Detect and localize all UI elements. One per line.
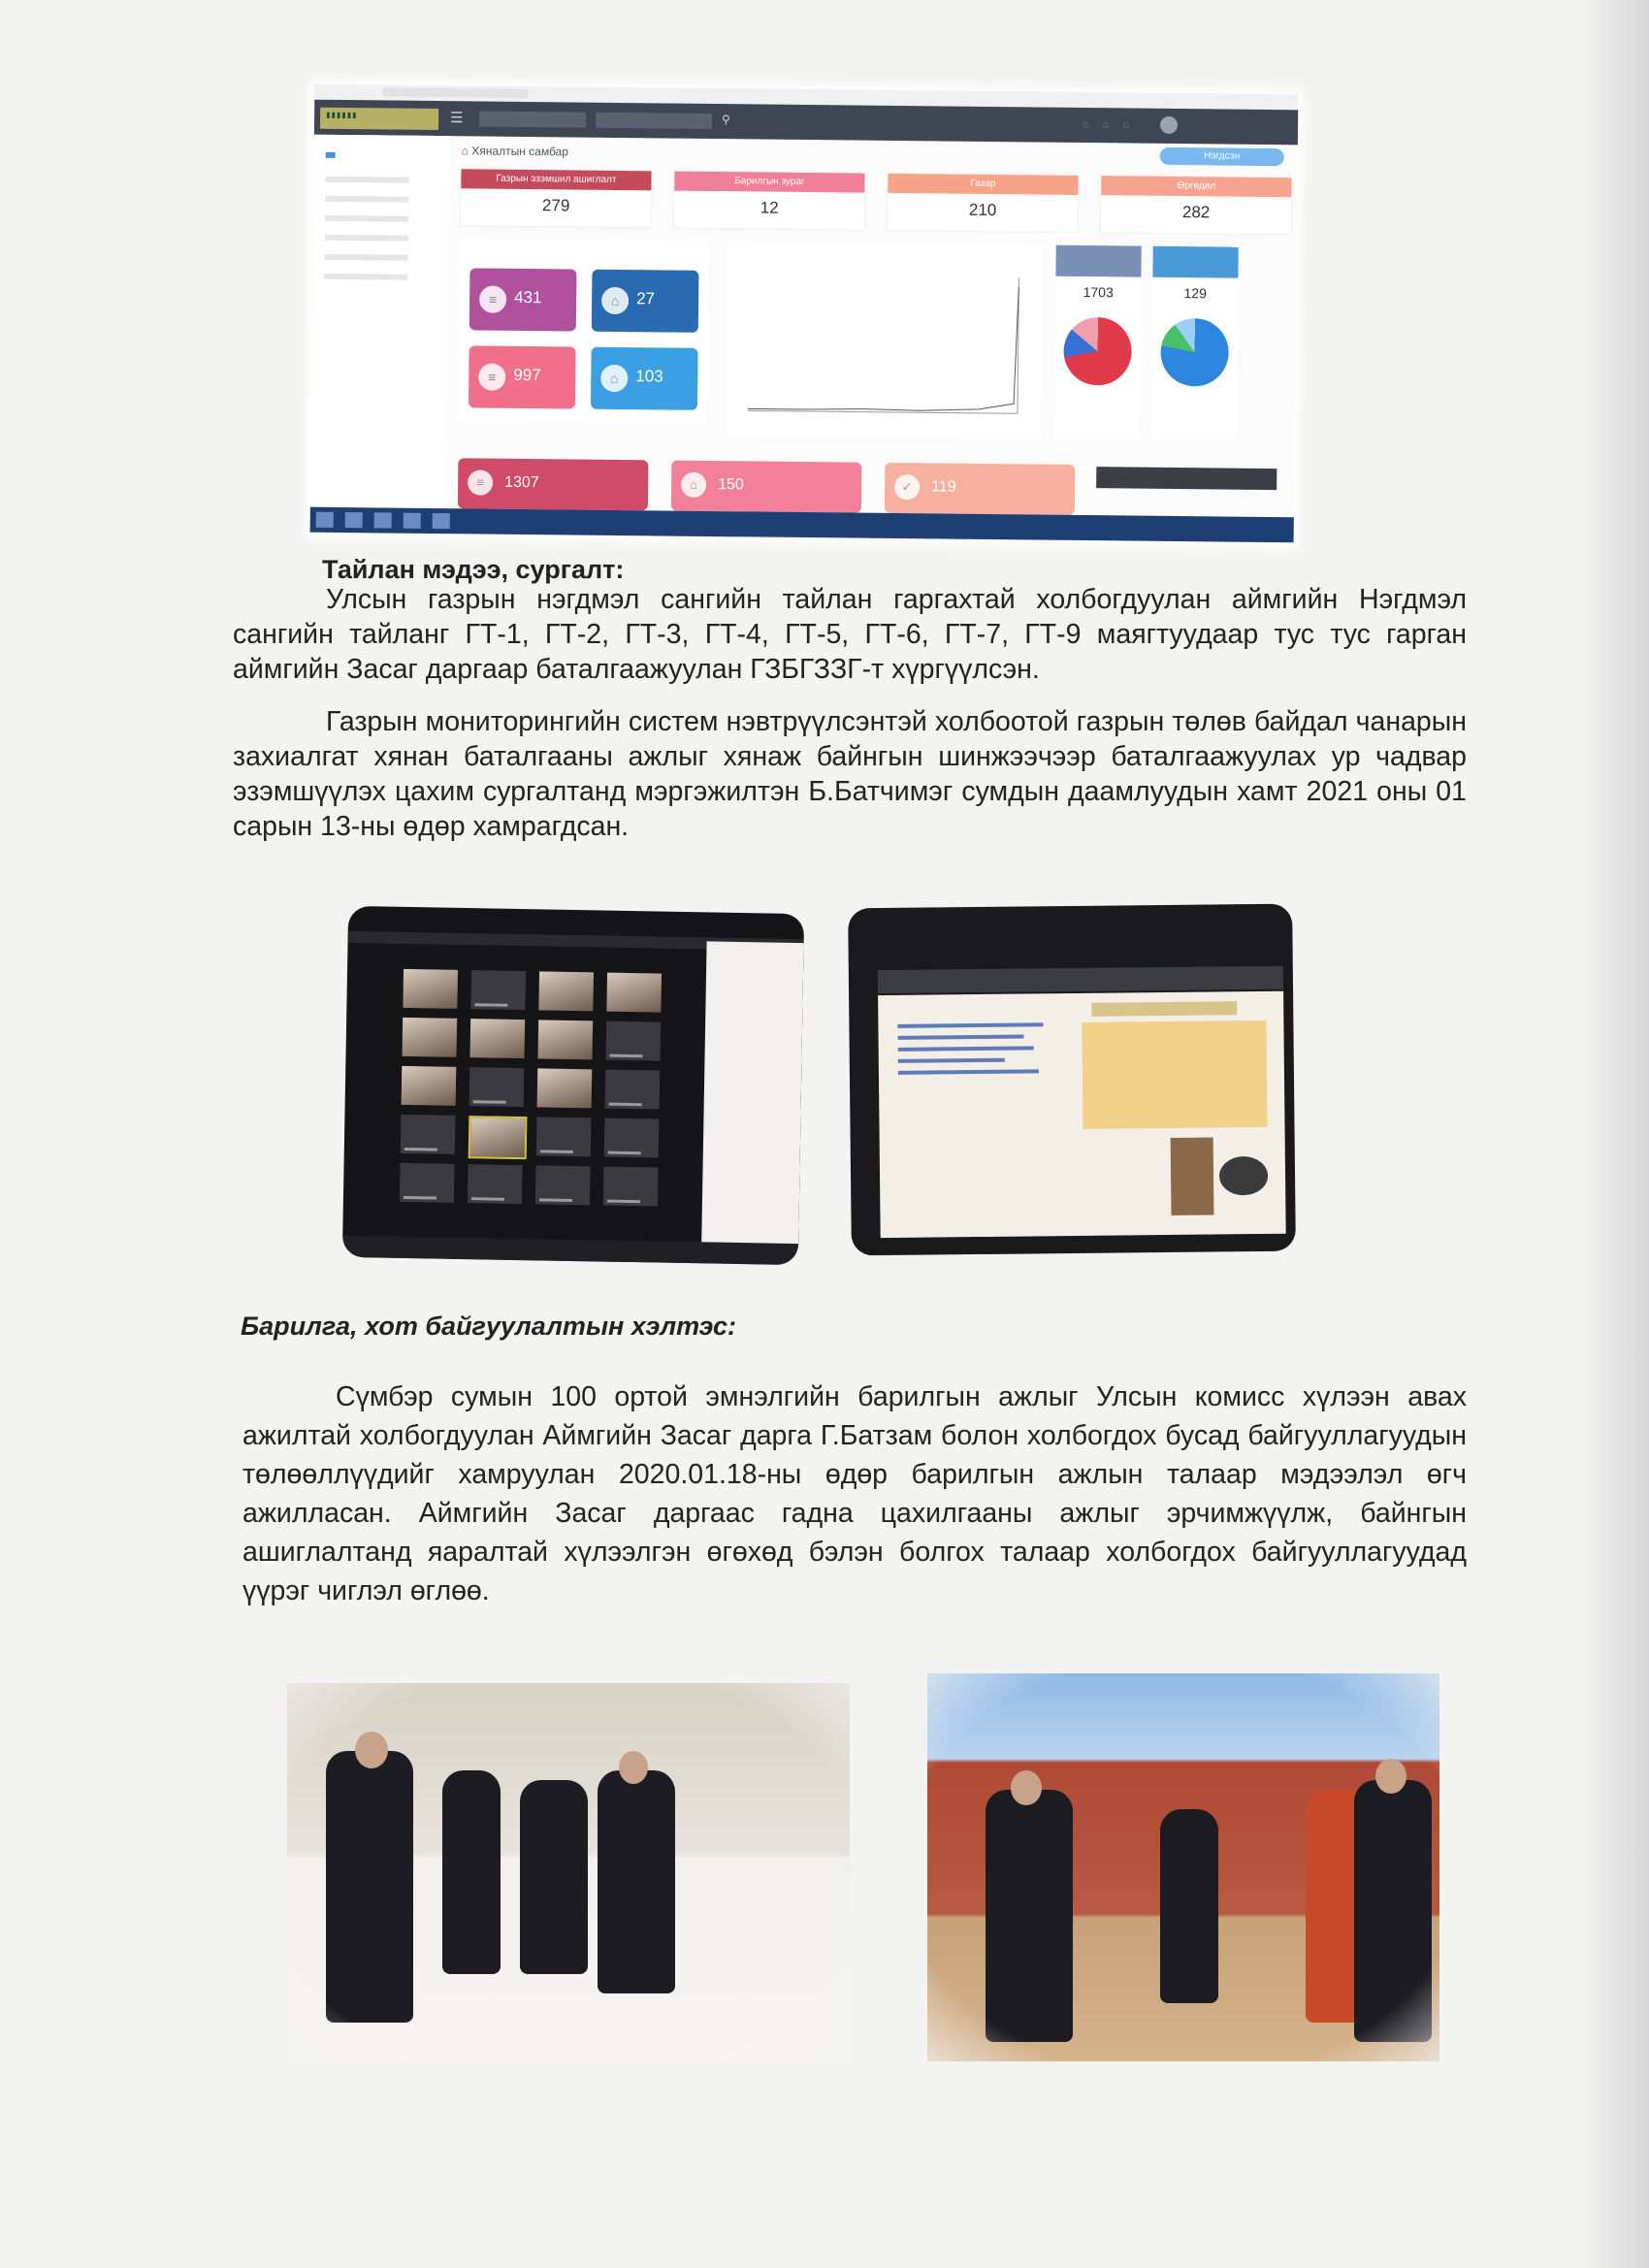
sidebar-active-marker <box>326 152 336 158</box>
video-tile <box>402 1066 457 1106</box>
person-head <box>1375 1759 1406 1794</box>
video-tile-active <box>469 1116 528 1159</box>
home-icon: ⌂ <box>600 365 628 392</box>
hospital-exterior-photo <box>927 1673 1439 2061</box>
tile-value: 103 <box>635 367 663 386</box>
person <box>986 1790 1073 2042</box>
paragraph: Улсын газрын нэгдмэл сангийн тайлан гаргахтай холбогдуулан аймгийн Нэгдмэл сангийн тайланг ГТ-1, ГТ-2, ГТ-3, ГТ-4, ГТ-5, ГТ-6, ГТ-7, ГТ-9 маягтуудаар тус тус гарган аймгийн Засаг даргаар баталгаажуулан ГЗБГЗЗГ-т хүргүүлсэн. <box>233 584 1467 685</box>
slide-link <box>898 1035 1024 1040</box>
video-tile <box>537 1020 593 1059</box>
sidebar-item <box>325 215 408 222</box>
tile-value: 431 <box>514 287 542 308</box>
video-tile <box>605 1070 661 1110</box>
video-tile <box>538 971 594 1011</box>
tiles-panel <box>459 239 709 424</box>
search-icon: ⚲ <box>722 113 730 127</box>
tile-value: 150 <box>718 476 744 494</box>
tile-label <box>474 1003 507 1007</box>
taskbar-item <box>404 513 421 529</box>
list-icon: ≡ <box>468 470 493 495</box>
filter-select-1 <box>479 111 586 127</box>
menu-icon: ☰ <box>449 110 464 127</box>
presentation-slide <box>878 991 1286 1238</box>
tile-label <box>539 1198 572 1202</box>
stat-card <box>461 169 652 227</box>
video-tile <box>400 1163 455 1203</box>
person <box>442 1770 501 1974</box>
count-tile <box>469 345 576 408</box>
stat-card-value: 12 <box>760 198 779 217</box>
stat-card <box>1101 176 1292 234</box>
line-chart-panel <box>727 242 1043 438</box>
video-tile <box>401 1115 456 1154</box>
home-icon: ⌂ <box>681 472 706 498</box>
taskbar <box>310 507 1294 543</box>
taskbar-item <box>374 512 392 528</box>
slide-link <box>898 1069 1039 1075</box>
video-grid <box>400 969 685 1216</box>
tile-label <box>609 1103 642 1107</box>
header-icons: ◌◌◌ <box>1083 118 1144 132</box>
stat-card <box>674 172 865 230</box>
video-tile <box>537 1068 593 1108</box>
slide-title <box>1091 1001 1237 1017</box>
line-chart <box>727 255 1043 433</box>
person <box>520 1780 588 1974</box>
pie-panel <box>1151 246 1239 441</box>
person-head <box>1011 1770 1042 1805</box>
breadcrumb: ⌂ Хяналтын самбар <box>461 144 569 159</box>
person-head <box>619 1751 648 1784</box>
slide-image <box>1171 1137 1214 1215</box>
avatar <box>1160 116 1178 134</box>
count-tile <box>458 458 649 510</box>
video-tile <box>402 1018 457 1057</box>
paragraph: Сүмбэр сумын 100 ортой эмнэлгийн барилгын ажлыг Улсын комисс хүлээн авах ажилтай холбогдуулан Аймгийн Засаг дарга Г.Батзам болон холбогдох бусад байгууллагуудын төлөөллүүдийг хамруулан 2020.01.18-ны өдөр барилгын ажлын талаар мэдээлэл өгч ажилласан. Аймгийн Засаг даргаас гадна цахилгааны ажлыг эрчимжүүлж, байнгын ашиглалтанд яаралтай хүлээлгэн өгөхөд бэлэн болгох талаар холбогдох байгууллагуудад үүрэг чиглэл өглөө. <box>242 1381 1467 1606</box>
stat-card-label: Газар <box>888 174 1078 195</box>
video-tile <box>605 1021 661 1061</box>
count-tile <box>591 347 698 410</box>
slide-link <box>898 1058 1005 1063</box>
video-tile <box>468 1164 523 1204</box>
person-head <box>355 1732 388 1768</box>
section-heading: Барилга, хот байгуулалтын хэлтэс: <box>241 1312 737 1341</box>
count-tile <box>885 463 1076 515</box>
tile-value: 997 <box>513 365 541 385</box>
sidebar-item <box>325 196 408 203</box>
slide-link <box>897 1022 1043 1028</box>
presentation-toolbar <box>878 966 1283 993</box>
taskbar-item <box>345 512 363 528</box>
sidebar-item <box>324 274 407 280</box>
pie-chart <box>1063 317 1132 386</box>
video-tile <box>603 1167 659 1207</box>
stat-card <box>888 174 1079 232</box>
list-icon: ≡ <box>479 285 506 312</box>
home-icon: ⌂ <box>601 287 629 314</box>
pie-chart <box>1160 318 1229 387</box>
slide-image <box>1219 1156 1268 1196</box>
tile-label <box>473 1100 506 1104</box>
video-tile <box>604 1118 660 1158</box>
stat-card-label: Барилгын зураг <box>674 172 864 193</box>
person <box>598 1770 675 1993</box>
hospital-interior-photo <box>287 1683 850 2063</box>
tile-value: 1307 <box>504 473 539 492</box>
pie-panel-header <box>1152 246 1238 278</box>
user-menu <box>1160 116 1286 137</box>
slide-link <box>898 1046 1034 1051</box>
video-tile <box>606 973 662 1013</box>
app-logo <box>320 108 438 130</box>
video-tile <box>536 1117 592 1156</box>
count-tile <box>671 461 862 513</box>
stat-card-label: Өргөдөл <box>1101 176 1291 197</box>
online-training-photo <box>342 906 804 1265</box>
breadcrumb-text: Хяналтын самбар <box>471 144 569 159</box>
pie-panel-value: 129 <box>1183 285 1207 302</box>
tile-label <box>608 1151 641 1155</box>
pie-panel-header <box>1055 245 1141 277</box>
tile-label <box>471 1197 504 1201</box>
pie-panel-value: 1703 <box>1083 284 1114 301</box>
tile-value: 27 <box>636 289 656 308</box>
stat-card-value: 282 <box>1181 203 1211 222</box>
tile-label <box>404 1196 436 1200</box>
logo-mark: ▮▮▮▮▮▮ <box>326 110 358 120</box>
presentation-photo <box>848 904 1296 1256</box>
view-toggle: Нэгдсэн <box>1160 147 1284 166</box>
dashboard-button <box>1096 467 1277 490</box>
page-edge-shadow <box>1581 0 1649 2268</box>
check-icon: ✓ <box>894 474 920 500</box>
video-tile <box>469 1067 525 1107</box>
chat-panel <box>701 941 804 1253</box>
stat-card-label: Газрын эзэмшил ашиглалт <box>461 169 651 190</box>
video-tile <box>470 970 526 1010</box>
sidebar-item <box>325 254 408 261</box>
list-icon: ≡ <box>478 363 505 390</box>
slide-box <box>1082 1021 1267 1129</box>
tile-label <box>607 1200 640 1204</box>
sidebar-item <box>325 235 408 242</box>
address-bar <box>382 87 528 98</box>
pie-panel <box>1054 245 1142 440</box>
count-tile <box>592 270 699 333</box>
video-tile <box>535 1165 591 1205</box>
tile-value: 119 <box>931 478 956 496</box>
filter-select-2 <box>596 113 712 129</box>
stat-card-value: 210 <box>968 200 997 220</box>
taskbar-item <box>316 512 334 528</box>
stat-card-value: 279 <box>541 196 570 215</box>
person <box>1160 1809 1218 2003</box>
tile-label <box>610 1054 643 1058</box>
tile-label <box>404 1148 437 1151</box>
chart-series-line <box>748 284 1018 411</box>
person <box>326 1751 413 2023</box>
chart-x-axis <box>748 410 1018 413</box>
tile-label <box>540 1150 573 1153</box>
section-heading: Тайлан мэдээ, сургалт: <box>322 555 625 584</box>
person <box>1354 1780 1432 2042</box>
video-tile <box>403 969 458 1009</box>
count-tile <box>469 268 577 331</box>
sidebar-item <box>325 177 408 183</box>
sidebar <box>310 135 450 534</box>
video-tile <box>469 1019 525 1058</box>
dashboard-screenshot <box>310 84 1299 543</box>
taskbar-item <box>433 513 450 529</box>
paragraph: Газрын мониторингийн систем нэвтрүүлсэнтэй холбоотой газрын төлөв байдал чанарын захиалгат хянан баталгааны ажлыг хянаж байнгын шинжээчээр баталгаажуулах ур чадвар эзэмшүүлэх цахим сургалтанд мэргэжилтэн Б.Батчимэг сумдын даамлуудын хамт 2021 оны 01 сарын 13-ны өдөр хамрагдсан. <box>233 706 1467 842</box>
